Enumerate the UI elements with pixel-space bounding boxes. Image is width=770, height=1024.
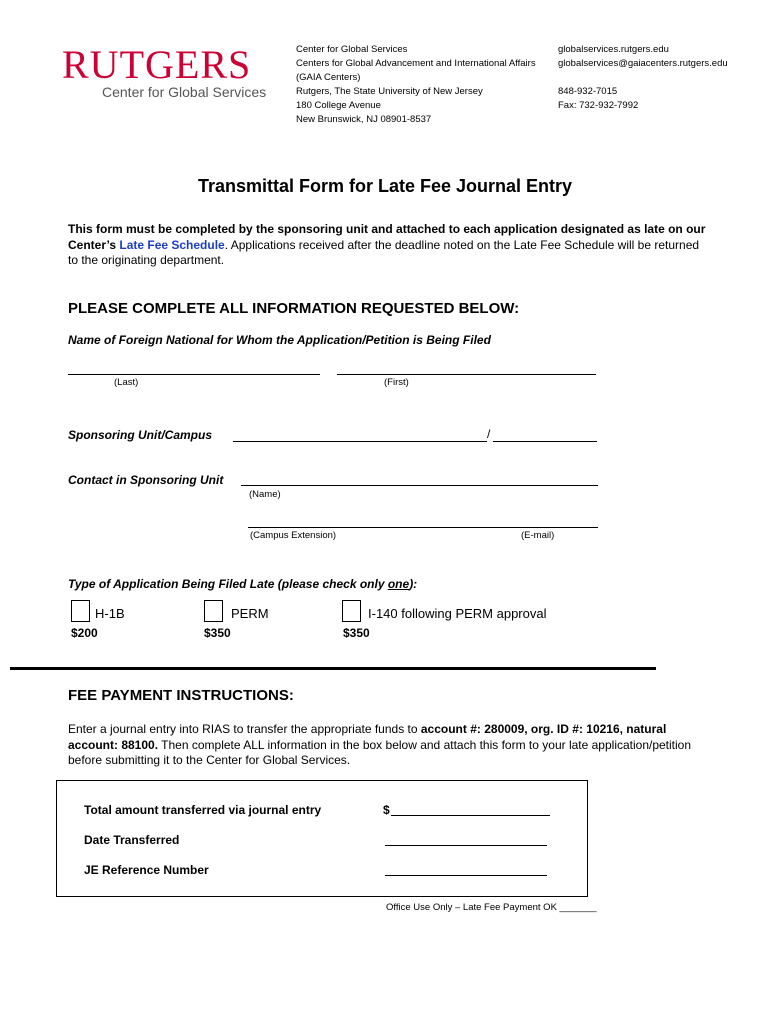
- intro-paragraph: [68, 222, 708, 269]
- i140-label: I-140 following PERM approval: [368, 606, 547, 621]
- fee-text1: Enter a journal entry into RIAS to transfer the appropriate funds to: [68, 722, 421, 736]
- address-line: New Brunswick, NJ 08901-8537: [296, 114, 432, 125]
- h1b-label: H-1B: [95, 606, 125, 621]
- contact-label: Contact in Sponsoring Unit: [68, 473, 224, 487]
- campus-field[interactable]: [493, 441, 597, 442]
- phone-number: 848-932-7015: [558, 86, 618, 97]
- page-title: Transmittal Form for Late Fee Journal Entry: [197, 176, 573, 196]
- h1b-checkbox[interactable]: [71, 600, 90, 622]
- perm-price: $350: [204, 626, 231, 640]
- first-name-field[interactable]: [337, 374, 596, 375]
- fee-text2: Then complete ALL information in the box below and attach this form to your late application/petition before submitting it to the Center for Global Services.: [68, 737, 692, 767]
- email-link[interactable]: globalservices@gaiacenters.rutgers.edu: [558, 58, 728, 69]
- email-caption: (E-mail): [521, 530, 555, 541]
- total-amount-field[interactable]: [391, 815, 550, 816]
- extension-email-field[interactable]: [248, 527, 598, 528]
- address-line: Centers for Global Advancement and International Affairs: [296, 58, 536, 69]
- late-fee-schedule-link[interactable]: Late Fee Schedule: [119, 237, 225, 252]
- address-line: (GAIA Centers): [296, 72, 361, 83]
- logo-subtitle: Center for Global Services: [102, 84, 267, 100]
- intro-bold: This form must be completed by the sponsoring unit and attached to each application designated as late on our Center’s: [68, 222, 706, 252]
- last-caption: (Last): [114, 377, 139, 388]
- fee-instructions: [68, 722, 698, 769]
- name-caption: (Name): [249, 489, 281, 500]
- je-reference-field[interactable]: [385, 875, 547, 876]
- rutgers-logo: RUTGERS: [62, 42, 252, 87]
- address-line: Rutgers, The State University of New Jersey: [296, 86, 483, 97]
- section-divider: [10, 667, 656, 670]
- total-label: Total amount transferred via journal entry: [84, 803, 322, 817]
- contact-name-field[interactable]: [241, 485, 598, 486]
- perm-checkbox[interactable]: [204, 600, 223, 622]
- je-label: JE Reference Number: [84, 863, 209, 877]
- date-label: Date Transferred: [84, 833, 180, 847]
- label-prefix: Type of Application Being Filed Late (please check only: [68, 577, 388, 591]
- perm-label: PERM: [231, 606, 269, 621]
- extension-caption: (Campus Extension): [250, 530, 337, 541]
- sponsoring-unit-field[interactable]: [233, 441, 487, 442]
- date-field[interactable]: [385, 845, 547, 846]
- fee-heading: FEE PAYMENT INSTRUCTIONS:: [68, 687, 294, 704]
- i140-price: $350: [343, 626, 370, 640]
- header-address: [296, 43, 536, 127]
- h1b-price: $200: [71, 626, 98, 640]
- first-caption: (First): [384, 377, 409, 388]
- address-line: 180 College Avenue: [296, 100, 381, 111]
- last-name-field[interactable]: [68, 374, 320, 375]
- address-line: Center for Global Services: [296, 44, 408, 55]
- intro-rest: . Applications received after the deadline noted on the Late Fee Schedule will be returned to the originating department.: [68, 237, 700, 267]
- application-type-label: [68, 577, 417, 591]
- label-underlined: one: [387, 577, 410, 591]
- i140-checkbox[interactable]: [342, 600, 361, 622]
- section-heading: PLEASE COMPLETE ALL INFORMATION REQUESTED BELOW:: [68, 300, 520, 317]
- slash-separator: /: [487, 427, 491, 441]
- fee-account-info: account #: 280009, org. ID #: 10216, natural account: 88100.: [68, 722, 667, 752]
- header-contact: [558, 43, 728, 113]
- foreign-national-label: Name of Foreign National for Whom the Application/Petition is Being Filed: [68, 333, 491, 347]
- dollar-sign: $: [383, 803, 390, 817]
- label-suffix: ):: [409, 577, 418, 591]
- sponsoring-unit-label: Sponsoring Unit/Campus: [68, 428, 212, 442]
- office-use-note: Office Use Only – Late Fee Payment OK _______: [386, 902, 597, 913]
- fax-number: Fax: 732-932-7992: [558, 100, 639, 111]
- web-link[interactable]: globalservices.rutgers.edu: [558, 44, 669, 55]
